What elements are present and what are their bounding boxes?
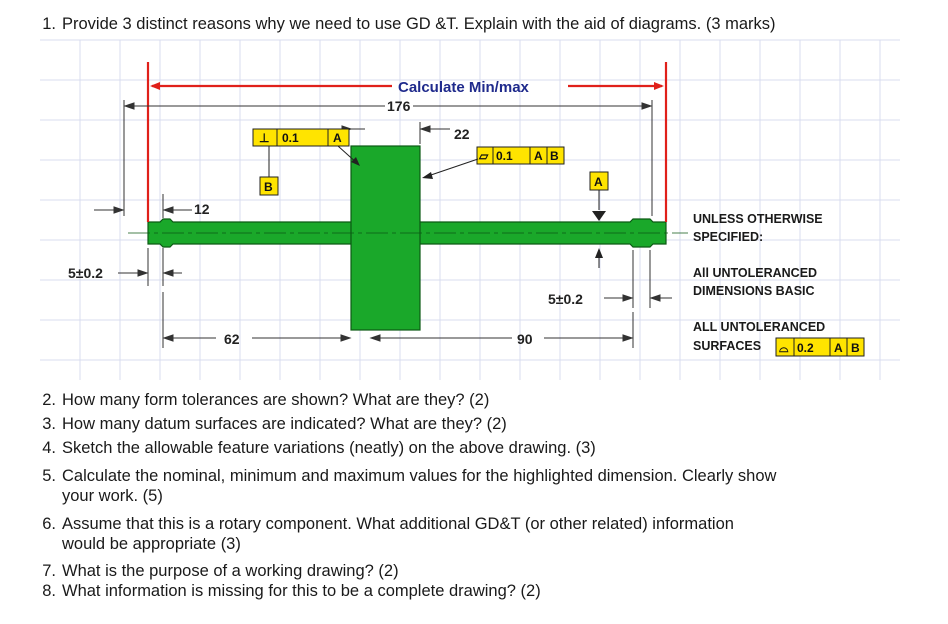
- note-line-5: ALL UNTOLERANCED: [693, 320, 826, 334]
- question-6-cont: [62, 534, 241, 554]
- dim-22-label: 22: [454, 126, 470, 142]
- dim-62-label: 62: [224, 331, 240, 347]
- question-number: 5.: [42, 467, 56, 485]
- general-notes: [693, 212, 864, 356]
- fcf-perp-symbol: ⊥: [259, 131, 270, 145]
- fcf-flat-symbol: ⏥: [479, 149, 489, 163]
- question-number: 2.: [42, 391, 56, 409]
- fcf-flatness: [422, 147, 564, 179]
- question-number: 7.: [42, 562, 56, 580]
- question-number: 6.: [42, 515, 56, 533]
- question-text: Sketch the allowable feature variations (neatly) on the above drawing. (3): [62, 439, 596, 457]
- dim-22: [342, 122, 450, 144]
- dim-12-label: 12: [194, 201, 210, 217]
- question-5: [42, 466, 777, 486]
- question-number: 3.: [42, 415, 56, 433]
- fcf-flat-datum1: A: [534, 149, 543, 163]
- question-8: [42, 581, 541, 601]
- note-line-1: UNLESS OTHERWISE: [693, 212, 823, 226]
- question-number: 4.: [42, 439, 56, 457]
- fcf-profile-symbol: ⌓: [779, 341, 789, 355]
- question-text: What is the purpose of a working drawing? (2): [62, 562, 399, 580]
- dim-176-label: 176: [387, 98, 411, 114]
- fcf-perp-tol: 0.1: [282, 131, 299, 145]
- dim-right-groove-label: 5±0.2: [548, 291, 583, 307]
- fcf-profile-tol: 0.2: [797, 341, 814, 355]
- question-text: would be appropriate (3): [62, 535, 241, 553]
- question-7: [42, 561, 399, 581]
- note-line-6: SURFACES: [693, 339, 762, 353]
- dim-90-label: 90: [517, 331, 533, 347]
- question-5-cont: [62, 486, 163, 506]
- question-text: Calculate the nominal, minimum and maximum values for the highlighted dimension. Clearly show: [62, 467, 777, 485]
- question-6: [42, 514, 734, 534]
- question-text: your work. (5): [62, 487, 163, 505]
- question-4: [42, 438, 596, 458]
- fcf-profile-datum2: B: [851, 341, 860, 355]
- datum-a-label: A: [594, 175, 603, 189]
- question-3: [42, 414, 507, 434]
- fcf-flat-datum2: B: [550, 149, 559, 163]
- dim-12: [94, 194, 192, 218]
- fcf-profile-datum1: A: [834, 341, 843, 355]
- note-line-4: DIMENSIONS BASIC: [693, 284, 815, 298]
- question-text: How many form tolerances are shown? What are they? (2): [62, 391, 490, 409]
- note-line-3: All UNTOLERANCED: [693, 266, 818, 280]
- question-text: Provide 3 distinct reasons why we need to use GD &T. Explain with the aid of diagrams. (3 marks): [62, 15, 776, 33]
- note-line-2: SPECIFIED:: [693, 230, 764, 244]
- datum-b-label: B: [264, 180, 273, 194]
- question-text: What information is missing for this to be a complete drawing? (2): [62, 582, 541, 600]
- question-number: 1.: [42, 15, 56, 33]
- question-text: How many datum surfaces are indicated? What are they? (2): [62, 415, 507, 433]
- highlight-label: Calculate Min/max: [398, 79, 529, 96]
- dim-left-groove-label: 5±0.2: [68, 265, 103, 281]
- question-number: 8.: [42, 582, 56, 600]
- fcf-flat-tol: 0.1: [496, 149, 513, 163]
- fcf-perp-datum: A: [333, 131, 342, 145]
- dim-right-groove: [604, 250, 672, 308]
- question-text: Assume that this is a rotary component. What additional GD&T (or other related) information: [62, 515, 734, 533]
- question-2: [42, 390, 490, 410]
